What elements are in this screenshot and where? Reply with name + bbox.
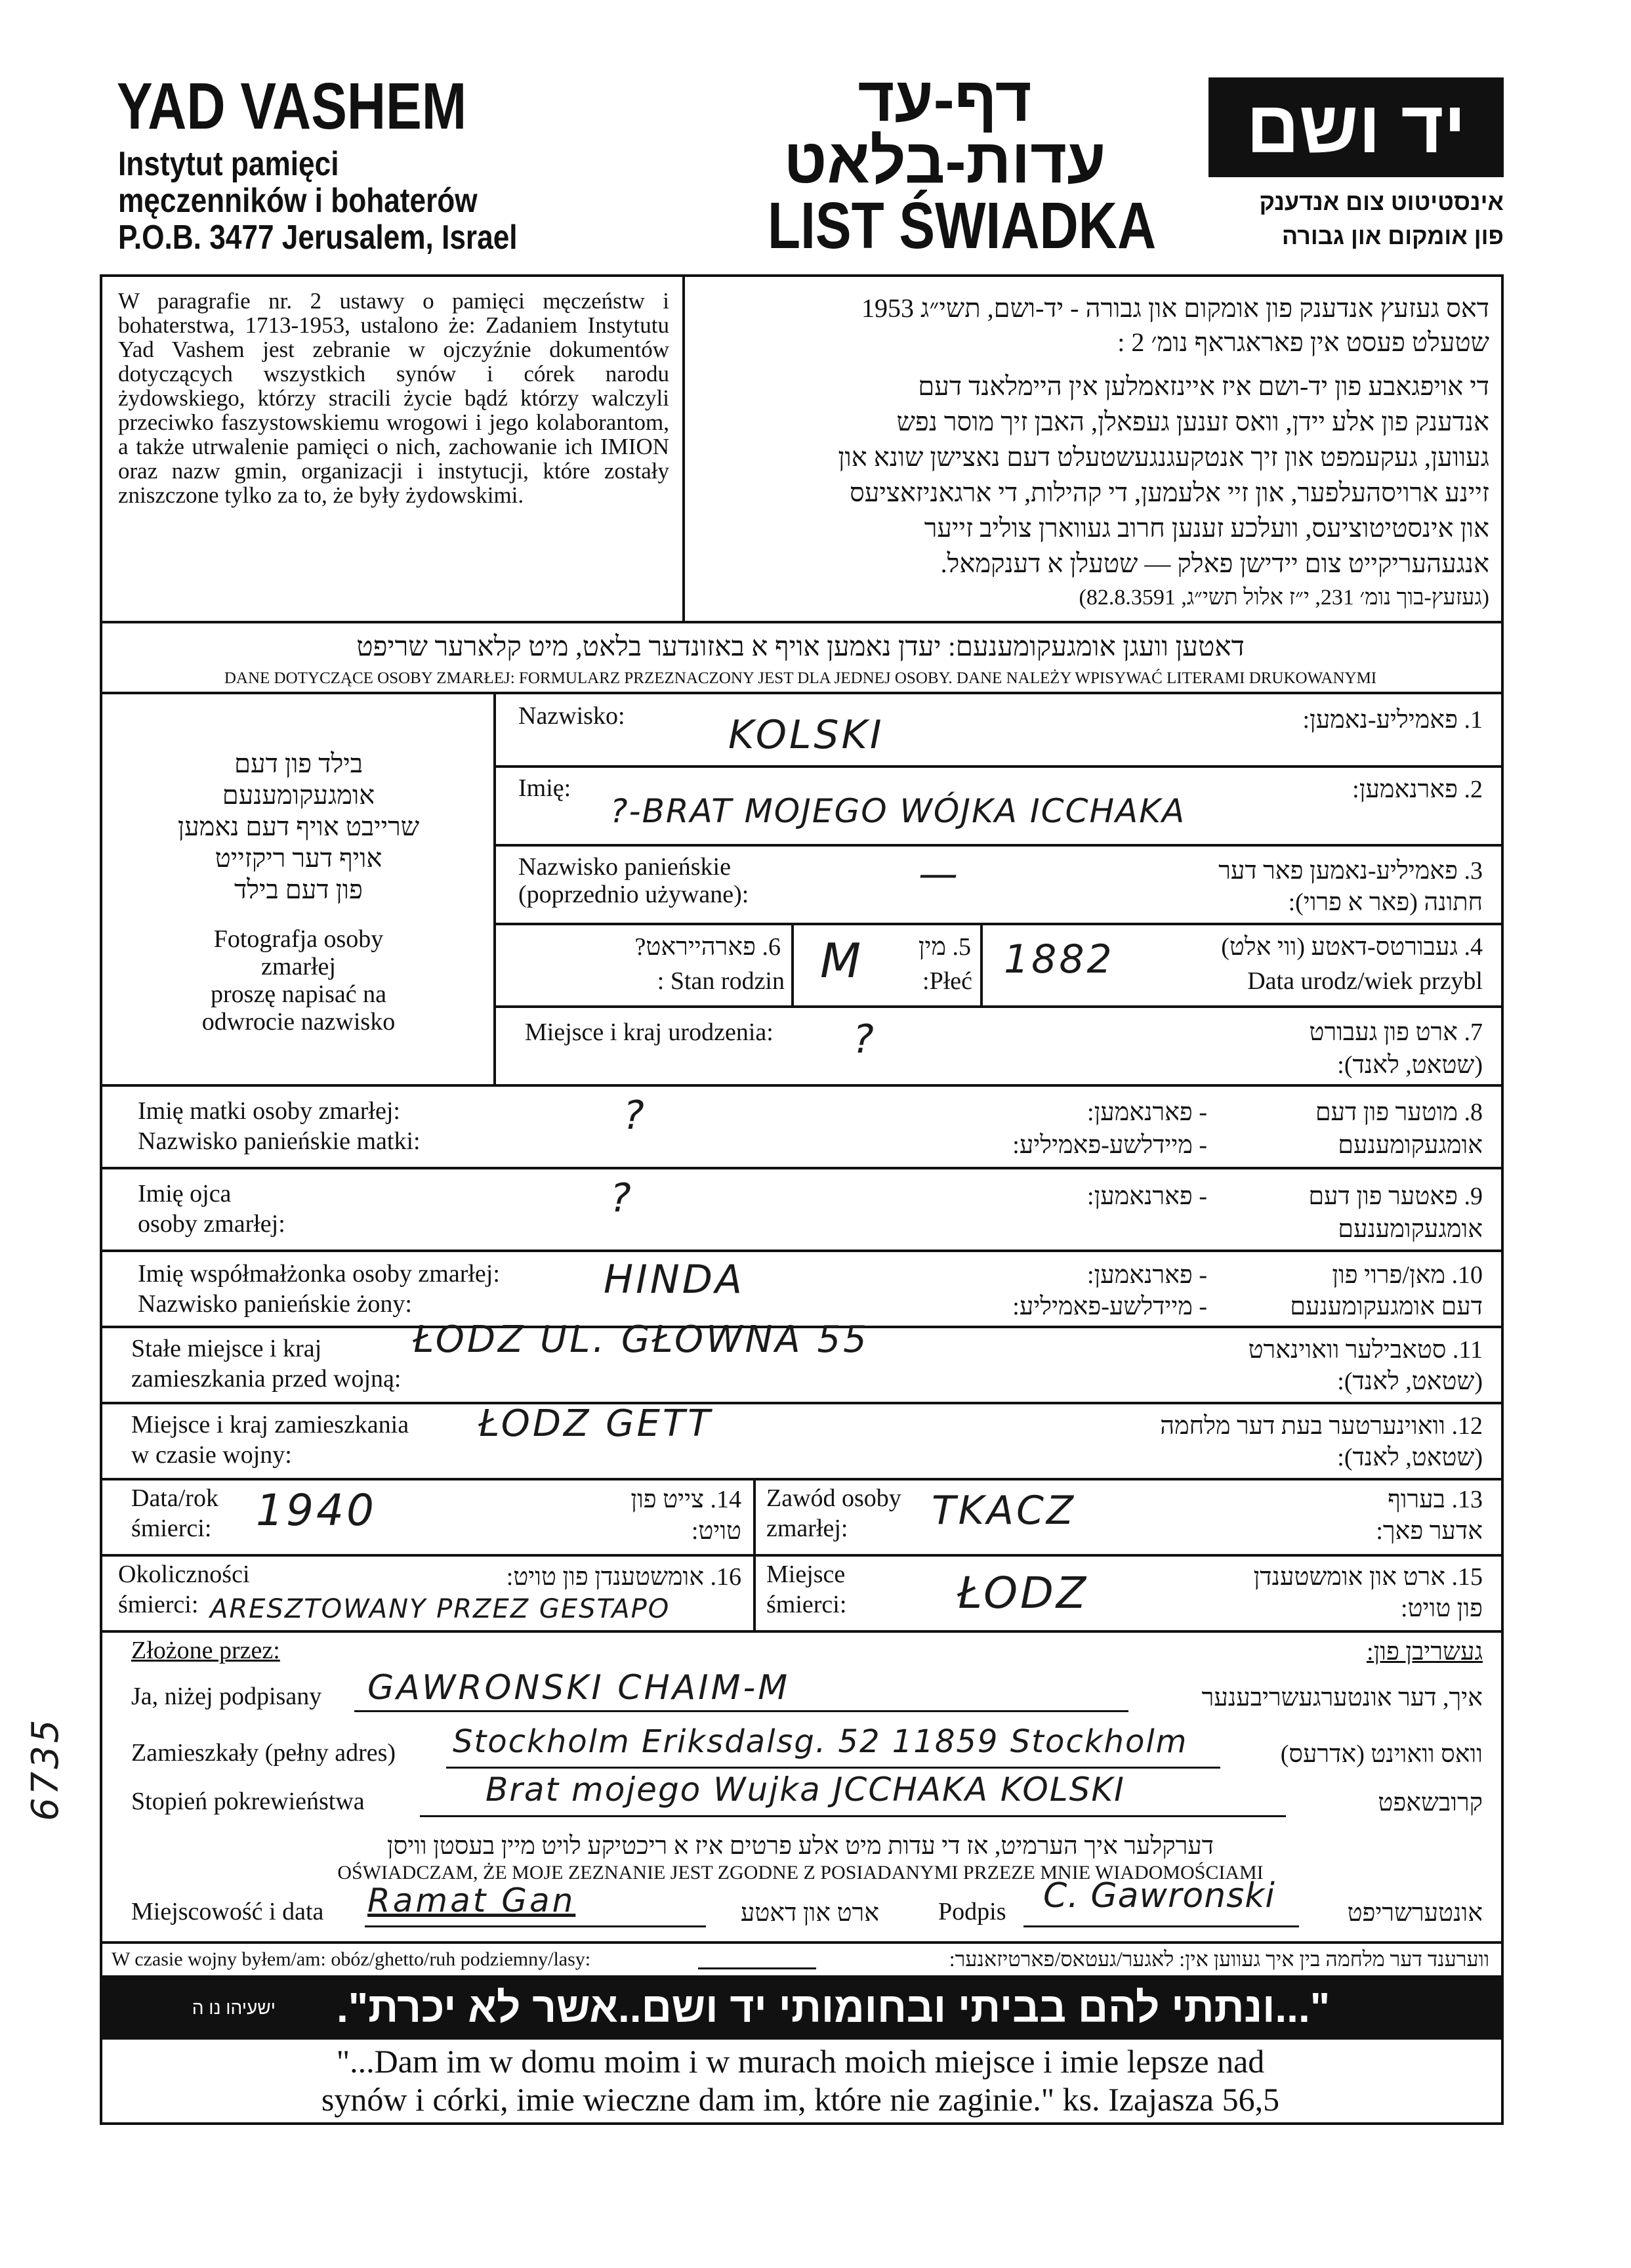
photo-divider [493,692,496,1085]
org-line-3: P.O.B. 3477 Jerusalem, Israel [118,219,518,257]
f8-value[interactable]: ? [623,1093,647,1139]
yad-vashem-logo: יד ושם [1208,77,1504,177]
intro-yiddish-line: דאס געזעץ אנדענק פון אומקום און גבורה - יד-ושם, תשי״ג 1953 [861,293,1489,323]
f15-value[interactable]: ŁODZ [958,1568,1089,1618]
footer-polish-2: synów i córki, imie wieczne dam im, które nie zaginie." ks. Izajasza 56,5 [321,2081,1280,2118]
declaration-pl: OŚWIADCZAM, ŻE MOJE ZEZNANIE JEST ZGODNE Z POSIADANYMI PRZEZE MNIE WIADOMOŚCIAMI [337,1862,1264,1883]
f11-label-pl-1: Stałe miejsce i kraj [131,1335,322,1362]
f9-label-yi-2: אומגעקומענעם [1338,1215,1483,1243]
relation-line [420,1815,1286,1817]
intro-yiddish-line: אנדענק פון אלע יידן, וואס זענען געפאלן, האבן זיך מוסר נפש [896,407,1489,436]
intro-yiddish-line: געווען, געקעמפט און זיך אנטקעגנגעשטעלט דעם נאצישן שונא און [838,442,1489,472]
photo-box [105,748,492,1036]
rule [100,1084,1504,1087]
f8-label-yi-2: אומגעקומענעם [1338,1131,1483,1159]
f13-divider [753,1478,756,1554]
f15-label-yi-1: 15. ארט און אומשטענדן [1253,1563,1483,1591]
address-line [446,1767,1220,1769]
footer-hebrew-quote: "...ונתתי להם בביתי ובחומותי יד ושם..אשר לא יכרת". [336,1984,1331,2031]
rule [493,923,1504,925]
submitter-address[interactable]: Stockholm Eriksdalsg. 52 11859 Stockholm [453,1723,1188,1760]
f14-label-pl-2: śmierci: [131,1515,212,1542]
f8-label-pl-2: Nazwisko panieńskie matki: [138,1127,421,1155]
rule [100,1250,1504,1252]
stop-label-yi: קרובשאפט [1378,1789,1483,1816]
f13-label-pl-2: zmarłej: [766,1515,848,1542]
photo-polish-line: odwrocie nazwisko [201,1008,396,1036]
f10-value[interactable]: HINDA [604,1257,745,1303]
f5-value[interactable]: M [820,933,864,988]
f12-label-pl-1: Miejsce i kraj zamieszkania [131,1411,409,1438]
f14-label-pl-1: Data/rok [131,1484,218,1512]
f9-label-pl-1: Imię ojca [138,1180,232,1208]
intro-yiddish [702,291,1489,614]
f7-label-yi-2: (שטאט, לאנד): [1337,1051,1483,1079]
photo-yiddish-line: אומגעקומענעם [222,780,375,810]
f9-label-pl-2: osoby zmarłej: [138,1210,285,1238]
notice-bottom-rule [100,692,1504,694]
f15-label-pl-2: śmierci: [766,1591,847,1618]
f1-value[interactable]: KOLSKI [728,712,884,758]
place-label-yi: ארט און דאטע [740,1899,879,1927]
f1-label-pl: Nazwisko: [518,702,625,730]
f2-value[interactable]: ?-BRAT MOJEGO WÓJKA ICCHAKA [610,792,1186,830]
f12-label-pl-2: w czasie wojny: [131,1441,292,1469]
f15-label-yi-2: פון טויט: [1401,1595,1483,1622]
rule [493,765,1504,768]
center-hebrew-1: דף-עד [857,64,1032,135]
org-line-2: męczenników i bohaterów [118,182,478,220]
f14-label-yi-1: 14. צייט פון [630,1486,741,1513]
intro-divider [682,274,685,622]
photo-yiddish-line: פון דעם בילד [234,875,363,904]
podpis-label-yi: אונטערשריפט [1347,1899,1483,1927]
intro-yiddish-line: און אינסטיטוציעס, וועלכע זענען חרוב געווארן צוליב זייער [924,513,1489,543]
f10-label-yi-2: דעם אומגעקומענעם [1290,1293,1483,1320]
footer-hebrew-ref: ישעיהו נו ה [192,1998,276,2018]
f16-label-pl-2: śmierci: [118,1591,199,1618]
declaration-yi: דערקלער איך הערמיט, אז די עדות מיט אלע פרטים איז א ריכטיקע לויט מיין בעסטן וויסן [386,1832,1214,1860]
org-title: YAD VASHEM [117,70,467,143]
rule [100,1630,1504,1633]
war-line-rule [100,1941,1504,1944]
photo-polish-line: Fotografja osoby [213,925,384,953]
f10-sub-1: - פארנאמען: [1087,1261,1207,1289]
intro-bottom-rule [100,621,1504,623]
f4-label-pl: Data urodz/wiek przybl [1247,967,1483,995]
f11-label-yi-2: (שטאט, לאנד): [1337,1368,1483,1395]
f8-sub-1: - פארנאמען: [1087,1099,1207,1126]
war-line-yi: ווערענד דער מלחמה בין איך געווען אין: לאגער/געטאס/פארטיזאנער: [949,1947,1489,1971]
f4-value[interactable]: 1882 [1004,936,1115,982]
f10-label-pl-2: Nazwisko panieńskie żony: [138,1290,412,1318]
rule [100,1554,1504,1557]
center-hebrew-2: עדות-בלאט [783,126,1106,196]
submitter-heading: Złożone przez: [131,1637,280,1664]
rule [493,844,1504,847]
rule [100,1478,1504,1480]
submitter-relation[interactable]: Brat mojego Wujka JCCHAKA KOLSKI [485,1771,1125,1809]
f16-value[interactable]: ARESZTOWANY PRZEZ GESTAPO [210,1594,671,1624]
logo-sub-1: אינסטיטוט צום אנדענק [1259,188,1504,215]
photo-polish-line: proszę napisać na [211,980,386,1008]
ja-label-yi: איך, דער אונטערגעשריבענער [1201,1684,1483,1712]
intro-yiddish-line: (געזעץ-בוך נומ׳ 231, י״ז אלול תשי״ג, 82.8.3591) [1079,585,1489,610]
intro-yiddish-line: זיינע ארויסהעלפער, און זיי אלעמען, די קהילות, די ארגאניזאציעס [850,478,1489,507]
f7-label-pl: Miejsce i kraj urodzenia: [525,1018,774,1046]
f14-value[interactable]: 1940 [256,1485,377,1536]
f1-label-yi: 1. פאמיליע-נאמען: [1302,706,1483,734]
footer-polish-1: "...Dam im w domu moim i w murach moich miejsce i imie lepsze nad [336,2043,1265,2080]
photo-yiddish-line: שרייבט אויף דעם נאמען [177,812,420,841]
war-line-pl: W czasie wojny byłem/am: obóz/ghetto/ruh podziemny/lasy: [112,1948,591,1970]
f5-label-yi: 5. מין [918,933,971,961]
rule [493,1005,1504,1008]
submitter-name[interactable]: GAWRONSKI CHAIM-M [367,1668,791,1708]
notice-yiddish: דאטען וועגן אומגעקומענעם: יעדן נאמען אויף א באזונדער בלאט, מיט קלארער שריפט [356,632,1245,662]
stop-label: Stopień pokrewieństwa [131,1788,365,1815]
f16-label-yi: 16. אומשטענדן פון טויט: [506,1563,741,1591]
f6-divider [791,923,794,1005]
intro-polish: W paragrafie nr. 2 ustawy o pamięci męczeństw i bohaterstwa, 1713-1953, ustalono że: Zadaniem Instytutu Yad Vashem jest zebranie w ojczyźnie dokumentów dotyczących wszystkich synów i córek narodu żydowskiego, którzy stracili życie bądź którzy walczyli przeciwko faszystowskiemu wrogowi i jego kolaborantom, a także utrwalenie pamięci o nich, zachowanie ich IMION oraz nazw gmin, organizacji i instytucji, które zostały zniszczone tylko za to, że były żydowskimi. [118,288,669,508]
signature-line [1023,1925,1299,1927]
f5-label-pl: :Płeć [922,967,972,995]
f13-label-yi-1: 13. בערוף [1388,1486,1483,1513]
f10-label-yi-1: 10. מאן/פרוי פון [1332,1261,1483,1289]
f6-label-pl: : Stan rodzin [657,967,785,995]
f7-label-yi-1: 7. ארט פון געבורט [1309,1018,1483,1046]
intro-yiddish-line: שטעלט פעסט אין פאראגראף נומ׳ 2 : [1117,327,1489,357]
f9-sub-1: - פארנאמען: [1087,1183,1207,1210]
name-line [354,1710,1128,1712]
f9-label-yi-1: 9. פאטער פון דעם [1308,1183,1483,1210]
f8-label-yi-1: 8. מוטער פון דעם [1315,1099,1483,1126]
margin-note: 6735 [24,1717,67,1821]
f8-sub-2: - מיידלשע-פאמיליע: [1012,1131,1207,1159]
f10-label-pl-1: Imię współmałżonka osoby zmarłej: [138,1260,500,1288]
podpis-label: Podpis [938,1898,1006,1925]
intro-yiddish-line: אנגעהעריקייט צום יידישן פאלק — שטעלן א דענקמאל. [940,549,1489,578]
f11-label-yi-1: 11. סטאבילער וואוינארט [1248,1336,1483,1364]
f12-value[interactable]: ŁODZ GETT [479,1402,713,1445]
f8-label-pl-1: Imię matki osoby zmarłej: [138,1097,400,1125]
f4-label-yi: 4. געבורטס-דאטע (ווי אלט) [1221,933,1483,961]
ja-label: Ja, niżej podpisany [131,1683,322,1710]
f3-label-yi-2: חתונה (פאר א פרוי): [1288,889,1483,916]
f3-label-yi-1: 3. פאמיליע-נאמען פאר דער [1218,857,1483,885]
photo-yiddish-line: בילד פון דעם [234,749,363,778]
f13-label-pl-1: Zawód osoby [766,1484,901,1512]
intro-yiddish-line: די אויפגאבע פון יד-ושם איז איינזאמלען אין היימלאנד דעם [918,371,1489,401]
photo-yiddish-line: אויף דער ריקזייט [215,843,382,873]
place-label: Miejscowość i data [131,1898,324,1925]
rule [100,1167,1504,1169]
f6-label-yi: 6. פארהייראט? [634,933,781,961]
f15-divider [753,1554,756,1630]
f15-label-pl-1: Miejsce [766,1561,846,1588]
signature[interactable]: C. Gawronski [1043,1876,1275,1916]
f11-label-pl-2: zamieszkania przed wojną: [131,1365,402,1393]
org-line-1: Instytut pamięci [118,145,339,183]
place-line [365,1925,706,1927]
f12-label-yi-2: (שטאט, לאנד): [1337,1444,1483,1471]
f16-label-pl-1: Okoliczności [118,1561,250,1588]
f3-value[interactable]: — [919,851,960,897]
submitter-heading-yi: געשריבן פון: [1367,1638,1483,1666]
rule [100,1402,1504,1404]
zam-label-yi: וואס וואוינט (אדרעס) [1280,1740,1483,1768]
f12-label-yi-1: 12. וואוינערטער בעת דער מלחמה [1160,1412,1483,1440]
f9-value[interactable]: ? [610,1175,634,1221]
center-title: LIST ŚWIADKA [768,189,1157,262]
f7-value[interactable]: ? [853,1017,877,1062]
f3-label-pl: Nazwisko panieńskie (poprzednio używane): [518,853,749,908]
f5-divider [980,923,983,1005]
f13-value[interactable]: TKACZ [932,1488,1077,1534]
logo-sub-2: פון אומקום און גבורה [1281,222,1504,249]
f10-sub-2: - מיידלשע-פאמיליע: [1012,1293,1207,1320]
photo-polish-line: zmarłej [261,953,336,980]
place-value[interactable]: Ramat Gan [367,1881,576,1920]
f13-label-yi-2: אדער פאך: [1376,1517,1483,1545]
war-line-blank [698,1967,816,1969]
zam-label: Zamieszkały (pełny adres) [131,1739,396,1767]
f2-label-pl: Imię: [518,774,571,802]
f14-label-yi-2: טויט: [691,1517,741,1545]
f2-label-yi: 2. פארנאמען: [1352,776,1483,803]
notice-polish: DANE DOTYCZĄCE OSOBY ZMARŁEJ: FORMULARZ PRZEZNACZONY JEST DLA JEDNEJ OSOBY. DANE NALEŻY WPISYWAĆ LITERAMI DRUKOWANYMI [224,669,1377,687]
f11-value[interactable]: ŁODZ UL. GŁOWNA 55 [413,1318,869,1361]
